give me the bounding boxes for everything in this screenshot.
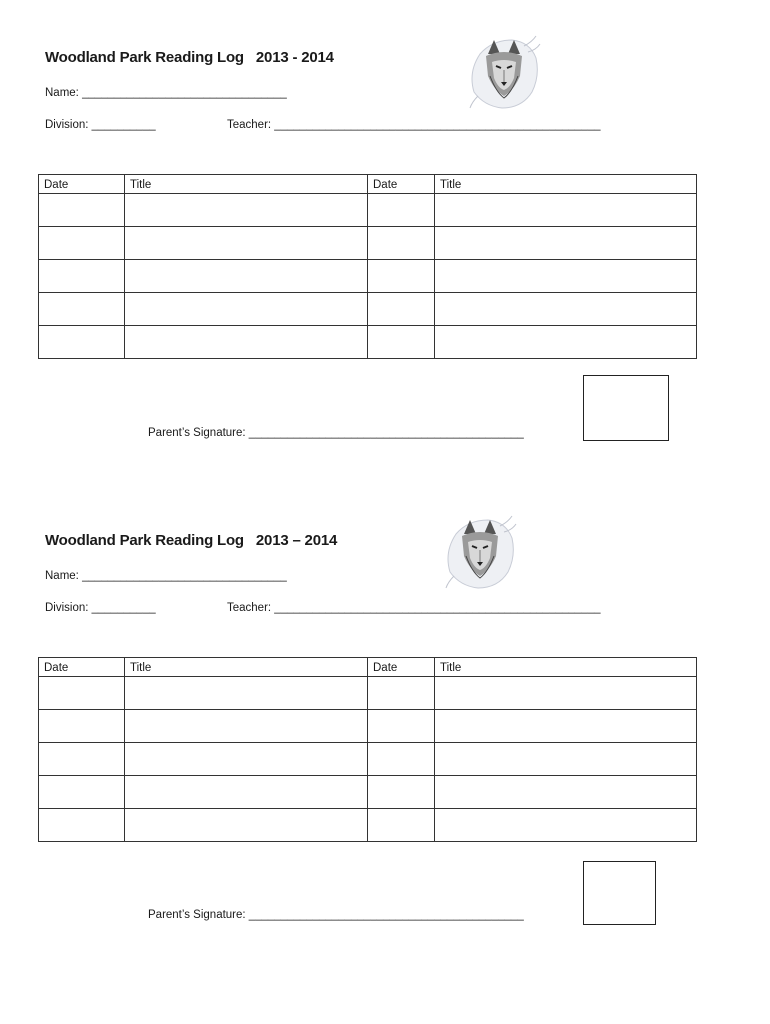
parent-signature-field[interactable]: Parent’s Signature: ___________________________________________ (148, 427, 524, 439)
date-cell[interactable] (39, 809, 125, 842)
date-cell[interactable] (39, 776, 125, 809)
date-cell[interactable] (39, 293, 125, 326)
date-cell[interactable] (368, 194, 435, 227)
log-title (45, 532, 337, 549)
table-row (39, 677, 697, 710)
title-cell[interactable] (435, 326, 697, 359)
title-cell[interactable] (125, 260, 368, 293)
date-cell[interactable] (368, 293, 435, 326)
title-cell[interactable] (125, 710, 368, 743)
parent-signature-field[interactable]: Parent’s Signature: ___________________________________________ (148, 909, 524, 921)
title-cell[interactable] (435, 194, 697, 227)
title-cell[interactable] (435, 677, 697, 710)
column-header-date: Date (39, 658, 125, 677)
year-text: 2013 – 2014 (255, 532, 338, 549)
reading-table (38, 657, 697, 842)
title-text: Woodland Park Reading Log (45, 532, 244, 549)
title-cell[interactable] (125, 677, 368, 710)
date-cell[interactable] (368, 743, 435, 776)
name-field[interactable]: Name: ________________________________ (45, 570, 287, 582)
title-cell[interactable] (435, 710, 697, 743)
column-header-title: Title (435, 658, 697, 677)
log-title (45, 49, 334, 66)
table-row (39, 710, 697, 743)
title-cell[interactable] (435, 227, 697, 260)
reading-log-2 (0, 483, 770, 966)
title-cell[interactable] (125, 194, 368, 227)
title-cell[interactable] (125, 743, 368, 776)
column-header-date: Date (368, 658, 435, 677)
date-cell[interactable] (368, 260, 435, 293)
title-cell[interactable] (435, 260, 697, 293)
teacher-field[interactable]: Teacher: ___________________________________________________ (227, 602, 601, 614)
column-header-title: Title (435, 175, 697, 194)
date-cell[interactable] (368, 809, 435, 842)
title-cell[interactable] (125, 809, 368, 842)
title-cell[interactable] (125, 293, 368, 326)
table-header-row (39, 658, 697, 677)
date-cell[interactable] (39, 227, 125, 260)
wolf-head-icon (466, 32, 542, 112)
title-cell[interactable] (435, 293, 697, 326)
date-cell[interactable] (39, 710, 125, 743)
title-cell[interactable] (125, 326, 368, 359)
table-header-row (39, 175, 697, 194)
division-field[interactable]: Division: __________ (45, 119, 156, 131)
table-row (39, 776, 697, 809)
title-cell[interactable] (125, 776, 368, 809)
teacher-field[interactable]: Teacher: ___________________________________________________ (227, 119, 601, 131)
column-header-date: Date (39, 175, 125, 194)
column-header-date: Date (368, 175, 435, 194)
sticker-box[interactable] (583, 375, 669, 441)
date-cell[interactable] (39, 326, 125, 359)
column-header-title: Title (125, 175, 368, 194)
table-row (39, 260, 697, 293)
date-cell[interactable] (39, 194, 125, 227)
date-cell[interactable] (368, 677, 435, 710)
table-row (39, 326, 697, 359)
date-cell[interactable] (368, 776, 435, 809)
year-text: 2013 - 2014 (255, 49, 334, 66)
table-row (39, 194, 697, 227)
wolf-head-icon (442, 512, 518, 592)
date-cell[interactable] (39, 743, 125, 776)
date-cell[interactable] (39, 677, 125, 710)
sticker-box[interactable] (583, 861, 656, 925)
title-cell[interactable] (435, 809, 697, 842)
date-cell[interactable] (368, 710, 435, 743)
table-row (39, 227, 697, 260)
table-row (39, 293, 697, 326)
division-field[interactable]: Division: __________ (45, 602, 156, 614)
name-field[interactable]: Name: ________________________________ (45, 87, 287, 99)
title-cell[interactable] (125, 227, 368, 260)
table-row (39, 743, 697, 776)
reading-table (38, 174, 697, 359)
title-cell[interactable] (435, 776, 697, 809)
reading-log-1 (0, 0, 770, 483)
title-text: Woodland Park Reading Log (45, 49, 244, 66)
date-cell[interactable] (39, 260, 125, 293)
column-header-title: Title (125, 658, 368, 677)
title-cell[interactable] (435, 743, 697, 776)
date-cell[interactable] (368, 227, 435, 260)
table-row (39, 809, 697, 842)
date-cell[interactable] (368, 326, 435, 359)
